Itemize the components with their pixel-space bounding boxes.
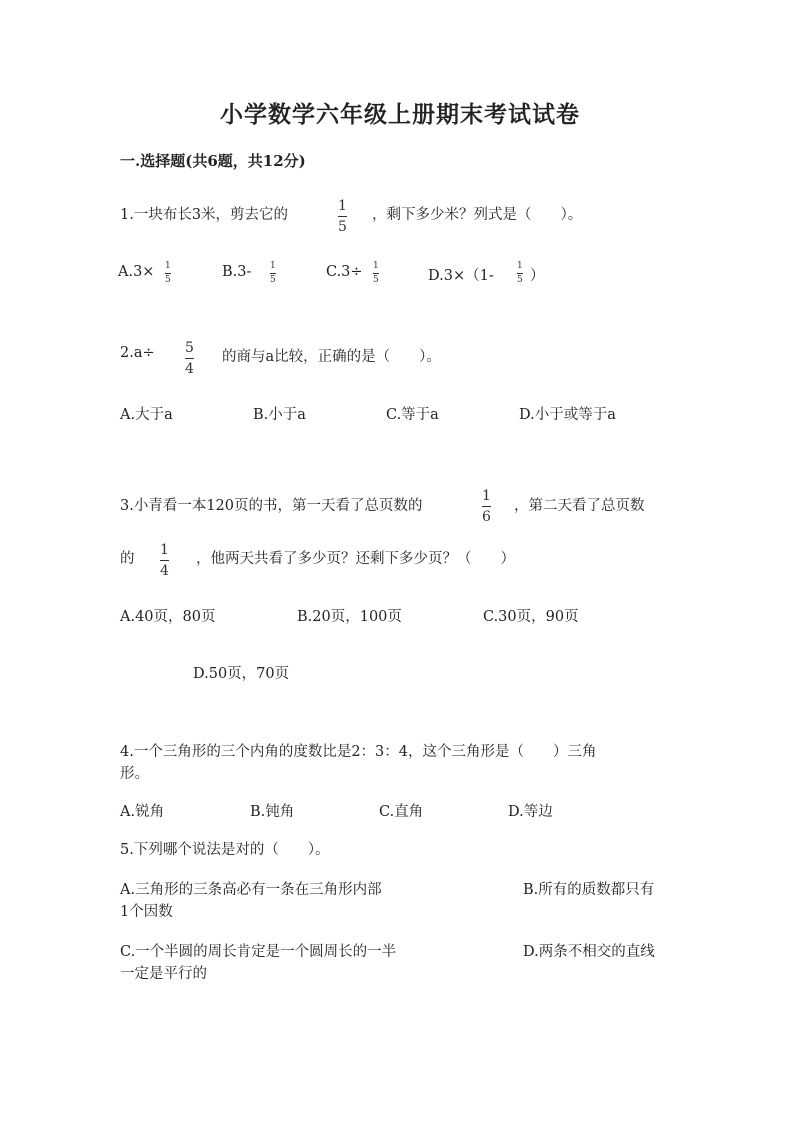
q5-option-d-line2[interactable]: 一定是平行的 (120, 966, 207, 982)
q2-option-c[interactable]: C.等于a (386, 407, 439, 423)
q3-stem-part1: 3.小青看一本120页的书，第一天看了总页数的 (120, 498, 423, 514)
q2-stem-part2: 的商与a比较，正确的是（ ）。 (222, 349, 441, 365)
q5-stem: 5.下列哪个说法是对的（ ）。 (120, 842, 330, 858)
q1-option-c-fraction (373, 262, 379, 285)
q3-option-a[interactable]: A.40页，80页 (120, 609, 216, 625)
q3-frac2-numerator: 1 (160, 542, 169, 558)
q1-option-b[interactable]: B.3- (222, 264, 252, 280)
q4-stem-line2: 形。 (120, 766, 149, 782)
q2-frac-numerator: 5 (185, 340, 194, 356)
q1-option-a-numerator: 1 (165, 261, 171, 271)
section-heading: 一.选择题(共6题，共12分) (120, 152, 306, 170)
q5-option-b-line1[interactable]: B.所有的质数都只有 (523, 882, 655, 898)
q5-option-b-line2[interactable]: 1个因数 (120, 904, 173, 920)
q3-frac1-denominator: 6 (482, 509, 491, 525)
q1-option-b-numerator: 1 (270, 261, 276, 271)
q2-stem-part1: 2.a÷ (120, 345, 155, 361)
q3-stem-fraction-2 (160, 543, 169, 578)
q1-frac-denominator: 5 (338, 219, 347, 235)
q3-stem-fraction-1 (482, 489, 491, 524)
q2-option-b[interactable]: B.小于a (253, 407, 306, 423)
q3-stem-part3: 的 (120, 551, 135, 567)
q3-option-d[interactable]: D.50页，70页 (193, 666, 290, 682)
q1-stem-fraction (338, 199, 347, 234)
q4-option-b[interactable]: B.钝角 (250, 804, 295, 820)
q1-stem-part1: 1.一块布长3米，剪去它的 (120, 207, 289, 223)
q3-stem-part4: ，他两天共看了多少页？还剩下多少页？（ ） (196, 551, 515, 567)
q1-option-c-denominator: 5 (373, 275, 379, 285)
q3-frac1-numerator: 1 (482, 488, 491, 504)
q1-option-d-numerator: 1 (517, 261, 523, 271)
q4-option-c[interactable]: C.直角 (379, 804, 424, 820)
q3-option-c[interactable]: C.30页，90页 (483, 609, 579, 625)
q1-stem-part2: ，剩下多少米？列式是（ ）。 (372, 207, 583, 223)
q3-stem-part2: ，第二天看了总页数 (514, 498, 645, 514)
q5-option-a[interactable]: A.三角形的三条高必有一条在三角形内部 (120, 882, 382, 898)
q3-frac2-denominator: 4 (160, 563, 169, 579)
q1-option-a[interactable]: A.3× (118, 264, 155, 280)
q3-option-b[interactable]: B.20页，100页 (297, 609, 402, 625)
q2-frac-denominator: 4 (185, 361, 194, 377)
q4-option-d[interactable]: D.等边 (508, 804, 553, 820)
q1-option-d-denominator: 5 (517, 275, 523, 285)
q1-option-d-fraction (517, 262, 523, 285)
q1-option-a-fraction (165, 262, 171, 285)
q4-option-a[interactable]: A.锐角 (120, 804, 165, 820)
q1-frac-numerator: 1 (338, 198, 347, 214)
q2-stem-fraction (185, 341, 194, 376)
page-title: 小学数学六年级上册期末考试试卷 (220, 101, 580, 128)
q2-option-a[interactable]: A.大于a (120, 407, 173, 423)
q1-option-c[interactable]: C.3÷ (326, 264, 363, 280)
q1-option-d[interactable]: D.3×（1- (428, 268, 494, 284)
q1-option-a-denominator: 5 (165, 275, 171, 285)
q5-option-d-line1[interactable]: D.两条不相交的直线 (523, 944, 655, 960)
q5-option-c[interactable]: C.一个半圆的周长肯定是一个圆周长的一半 (120, 944, 397, 960)
q1-option-c-numerator: 1 (373, 261, 379, 271)
q4-stem-line1: 4.一个三角形的三个内角的度数比是2：3：4，这个三角形是（ ）三角 (120, 744, 597, 760)
q1-option-b-fraction (270, 262, 276, 285)
q1-option-b-denominator: 5 (270, 275, 276, 285)
q2-option-d[interactable]: D.小于或等于a (519, 407, 616, 423)
q1-option-d-suffix: ） (530, 268, 545, 284)
